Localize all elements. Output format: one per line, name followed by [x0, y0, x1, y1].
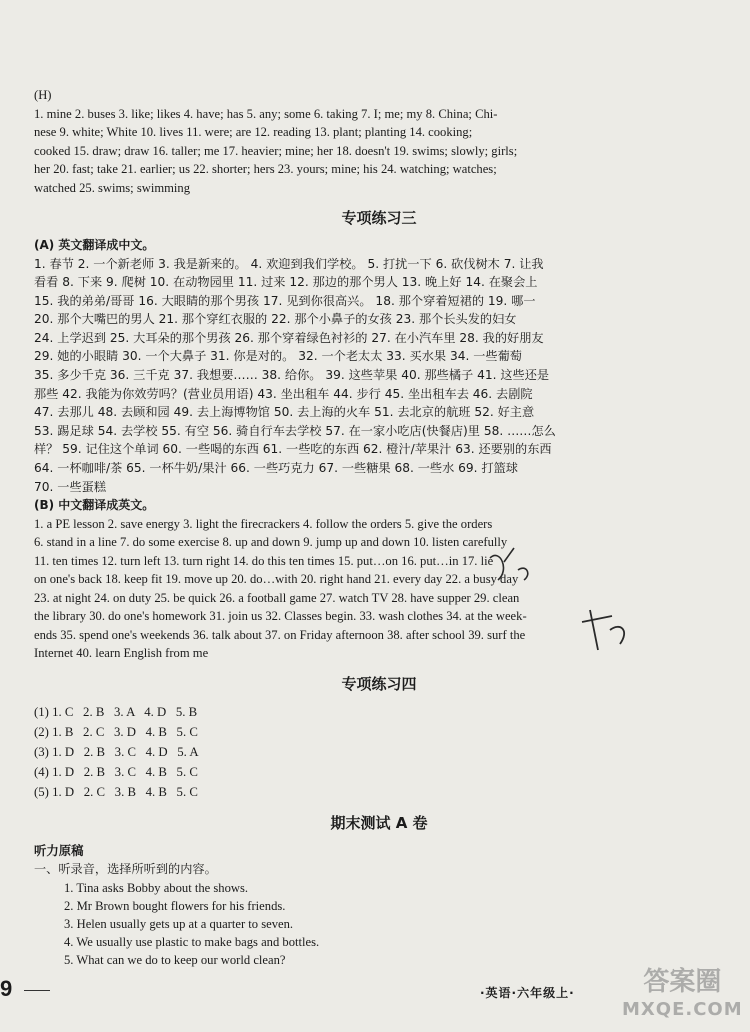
listening-item: 4. We usually use plastic to make bags and bottles. — [64, 934, 320, 949]
footer-rule — [24, 990, 50, 991]
book-label: ·英语·六年级上· — [480, 986, 575, 1000]
answer-row: (3) 1. D 2. B 3. C 4. D 5. A — [34, 744, 199, 759]
section-h-line: watched 25. swims; swimming — [34, 180, 191, 195]
listening-item: 1. Tina asks Bobby about the shows. — [64, 880, 249, 895]
listening-heading: 听力原稿 — [34, 842, 84, 858]
section-h-line: nese 9. white; White 10. lives 11. were; are 12. reading 13. plant; planting 14. cooking; — [34, 125, 473, 139]
answer-row: (4) 1. D 2. B 3. C 4. B 5. C — [34, 764, 198, 779]
practice3-title: 专项练习三 — [341, 209, 417, 227]
part-a-line: 64. 一杯咖啡/茶 65. 一杯牛奶/果汁 66. 一些巧克力 67. 一些糖果 68. 一些水 69. 打篮球 — [34, 461, 518, 476]
practice3-part-b — [34, 496, 724, 663]
part-a-line: 看看 8. 下来 9. 爬树 10. 在动物园里 11. 过来 12. 那边的那个男人 13. 晚上好 14. 在聚会上 — [34, 275, 538, 290]
section-h-line: cooked 15. draw; draw 16. taller; me 17. heavier; mine; her 18. doesn't 19. swims; slowly; girls; — [34, 143, 518, 158]
practice3-part-a — [34, 236, 724, 496]
part-b-line: ends 35. spend one's weekends 36. talk about 37. on Friday afternoon 38. after school 39. surf the — [34, 627, 526, 642]
practice4-answers — [34, 702, 724, 802]
part-a-line: 15. 我的弟弟/哥哥 16. 大眼睛的那个男孩 17. 见到你很高兴。 18. 那个穿着短裙的 19. 哪一 — [34, 293, 536, 308]
part-b-line: on one's back 18. keep fit 19. move up 20. do…with 20. right hand 21. every day 22. a busy day — [34, 572, 519, 587]
final-test-listening — [34, 841, 724, 969]
task-1-heading: 一、听录音，选择所听到的内容。 — [34, 861, 217, 876]
part-a-line: 样？ 59. 记住这个单词 60. 一些喝的东西 61. 一些吃的东西 62. 橙汁/苹果汁 63. 还要别的东西 — [34, 442, 552, 457]
part-a-line: 29. 她的小眼睛 30. 一个大鼻子 31. 你是对的。 32. 一个老太太 33. 买水果 34. 一些葡萄 — [34, 349, 522, 364]
part-b-line: 6. stand in a line 7. do some exercise 8. up and down 9. jump up and down 10. listen carefully — [34, 535, 508, 550]
part-b-heading: (B) 中文翻译成英文。 — [34, 498, 155, 513]
answer-row: (5) 1. D 2. C 3. B 4. B 5. C — [34, 784, 198, 799]
answer-row: (1) 1. C 2. B 3. A 4. D 5. B — [34, 704, 198, 719]
section-h-line: her 20. fast; take 21. earlier; us 22. shorter; hers 23. yours; mine; his 24. watching; watches; — [34, 162, 497, 176]
section-h-line: 1. mine 2. buses 3. like; likes 4. have; has 5. any; some 6. taking 7. I; me; my 8. China; Chi- — [34, 106, 498, 121]
listening-item: 5. What can we do to keep our world clean? — [64, 952, 286, 967]
page-number: 9 — [0, 976, 13, 1001]
part-a-line: 那些 42. 我能为你效劳吗？(营业员用语) 43. 坐出租车 44. 步行 45. 坐出租车去 46. 去剧院 — [34, 386, 533, 401]
watermark-logo — [622, 968, 743, 1024]
answer-row: (2) 1. B 2. C 3. D 4. B 5. C — [34, 724, 198, 739]
section-h-label: (H) — [34, 88, 52, 102]
part-b-line: 1. a PE lesson 2. save energy 3. light the firecrackers 4. follow the orders 5. give the orders — [34, 516, 493, 531]
listening-item: 2. Mr Brown bought flowers for his friends. — [64, 898, 286, 913]
watermark-text: 答案圈 — [643, 967, 722, 997]
answer-page — [34, 86, 724, 969]
section-h — [34, 86, 724, 197]
watermark-url: MXQE.COM — [622, 999, 743, 1020]
part-a-line: 47. 去那儿 48. 去顾和园 49. 去上海博物馆 50. 去上海的火车 51. 去北京的航班 52. 好主意 — [34, 405, 535, 420]
listening-item: 3. Helen usually gets up at a quarter to seven. — [64, 916, 294, 931]
part-a-line: 24. 上学迟到 25. 大耳朵的那个男孩 26. 那个穿着绿色衬衫的 27. 在小汽车里 28. 我的好朋友 — [34, 330, 544, 345]
part-a-line: 1. 春节 2. 一个新老师 3. 我是新来的。 4. 欢迎到我们学校。 5. 打扰一下 6. 砍伐树木 7. 让我 — [34, 256, 544, 271]
part-a-line: 35. 多少千克 36. 三千克 37. 我想要…… 38. 给你。 39. 这些苹果 40. 那些橘子 41. 这些还是 — [34, 368, 550, 383]
part-a-line: 20. 那个大嘴巴的男人 21. 那个穿红衣服的 22. 那个小鼻子的女孩 23. 那个长头发的妇女 — [34, 312, 517, 327]
part-b-line: the library 30. do one's homework 31. join us 32. Classes begin. 33. wash clothes 34. at the week- — [34, 609, 527, 624]
part-a-line: 53. 踢足球 54. 去学校 55. 有空 56. 骑自行车去学校 57. 在一家小吃店(快餐店)里 58. ……怎么 — [34, 423, 556, 438]
part-b-line: Internet 40. learn English from me — [34, 646, 209, 661]
part-b-line: 23. at night 24. on duty 25. be quick 26. a football game 27. watch TV 28. have supper 29. clean — [34, 590, 520, 605]
practice4-title: 专项练习四 — [341, 674, 417, 693]
part-a-heading: (A) 英文翻译成中文。 — [34, 238, 155, 252]
final-test-title: 期末测试 A 卷 — [330, 813, 428, 832]
part-b-line: 11. ten times 12. turn left 13. turn right 14. do this ten times 15. put…on 16. put…in 17. lie — [34, 553, 494, 568]
part-a-line: 70. 一些蛋糕 — [34, 479, 107, 494]
